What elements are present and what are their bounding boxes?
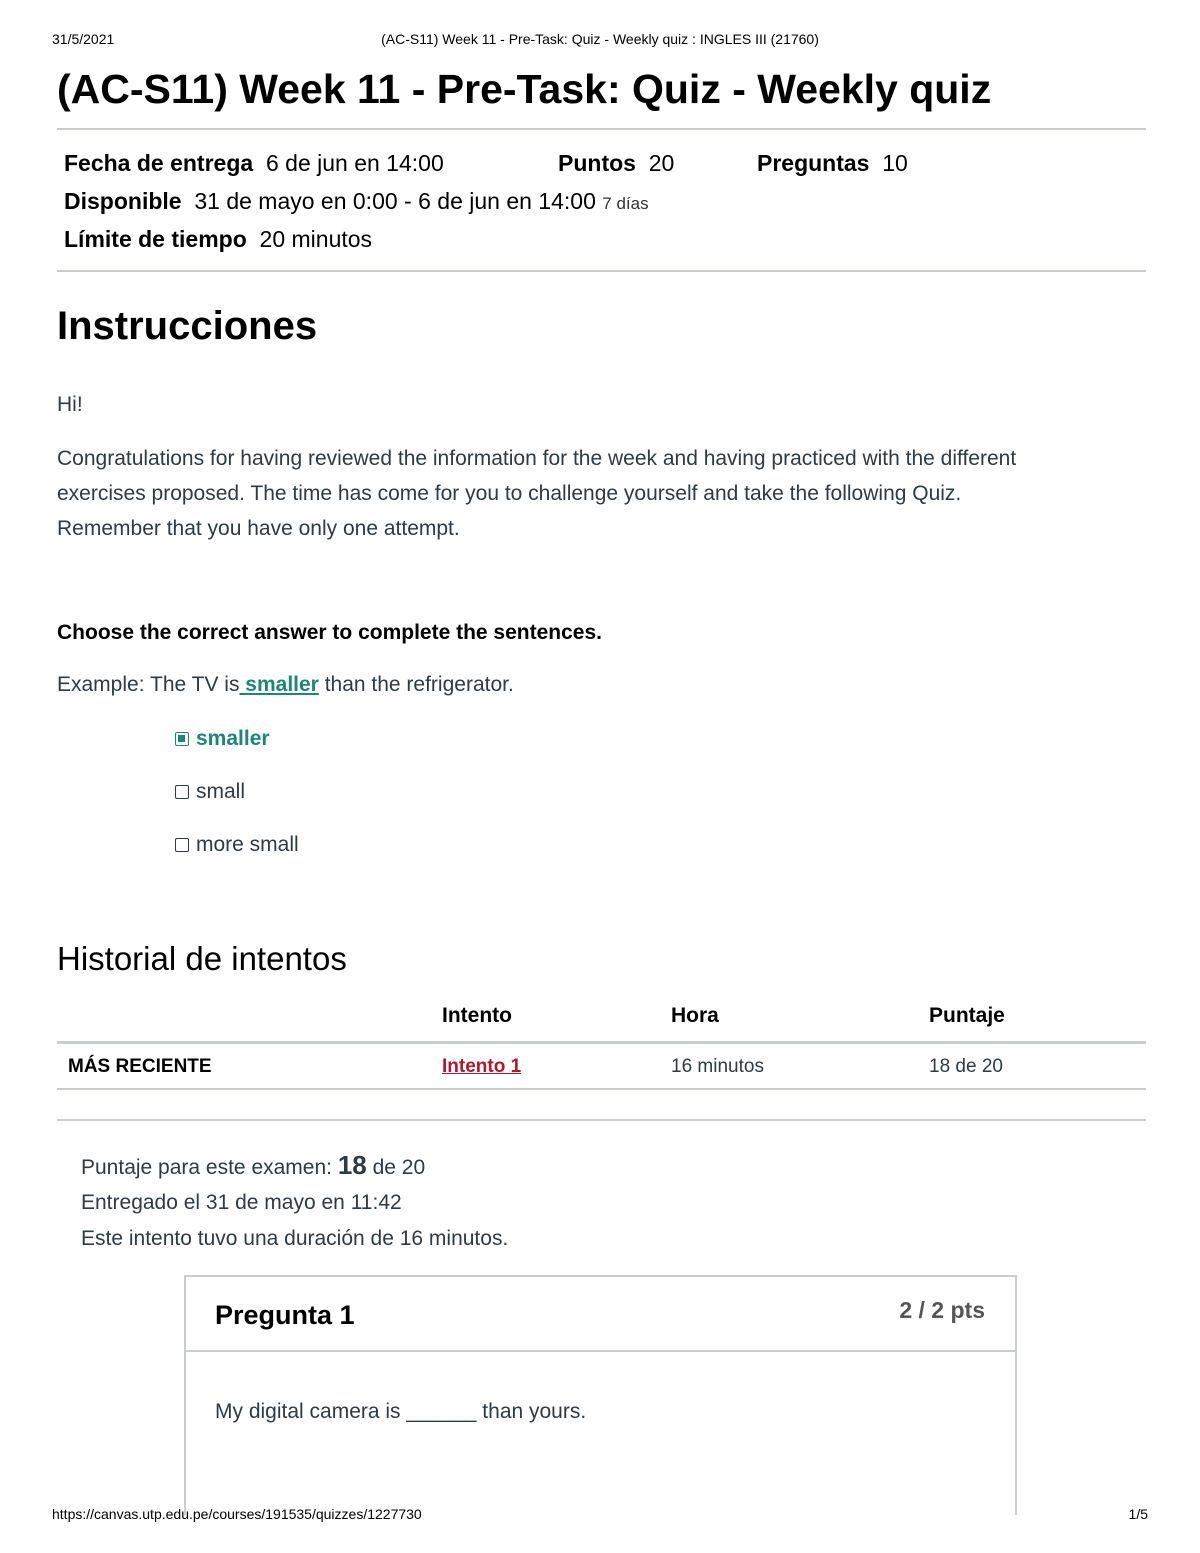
checked-box-icon: [175, 732, 189, 746]
column-header: Hora: [671, 1004, 719, 1027]
score-prefix: Puntaje para este examen:: [81, 1156, 332, 1179]
question-text: My digital camera is ______ than yours.: [215, 1400, 587, 1423]
intro-line-3: Remember that you have only one attempt.: [57, 517, 460, 540]
points-label: Puntos: [558, 150, 636, 176]
availability: [64, 188, 649, 215]
points: [558, 150, 674, 177]
print-url: https://canvas.utp.edu.pe/courses/191535/quizzes/1227730: [52, 1506, 422, 1522]
divider: [57, 270, 1146, 272]
divider: [57, 1119, 1146, 1121]
question-title: Pregunta 1: [215, 1300, 355, 1330]
time-limit-value: 20 minutos: [259, 226, 373, 252]
choose-instruction: Choose the correct answer to complete the sentences.: [57, 621, 602, 644]
attempt-score: 18 de 20: [929, 1056, 1003, 1077]
questions-label: Preguntas: [757, 150, 870, 176]
submitted-at: Entregado el 31 de mayo en 11:42: [81, 1191, 402, 1214]
time-limit: [64, 226, 372, 253]
option-label: smaller: [196, 727, 270, 750]
option-label: more small: [196, 833, 299, 856]
due-date: [64, 150, 444, 177]
header-divider: [57, 1041, 1146, 1044]
example-answer: smaller: [239, 673, 319, 696]
due-value: 6 de jun en 14:00: [265, 150, 444, 176]
example-prefix: Example: The TV is: [57, 673, 240, 696]
print-page-number: 1/5: [1128, 1506, 1148, 1522]
example-sentence: [57, 673, 514, 697]
row-divider: [57, 1088, 1146, 1090]
question-header: [186, 1277, 1015, 1352]
exam-score: [81, 1150, 425, 1181]
quiz-title: (AC-S11) Week 11 - Pre-Task: Quiz - Weekly quiz: [57, 66, 992, 112]
example-option: [175, 780, 245, 804]
print-header: [52, 31, 1148, 47]
empty-box-icon: [175, 785, 189, 799]
attempt-link[interactable]: Intento 1: [442, 1056, 522, 1077]
print-date: 31/5/2021: [52, 31, 115, 47]
example-option: [175, 833, 299, 857]
intro-line-2: exercises proposed. The time has come for you to challenge yourself and take the following Quiz.: [57, 482, 962, 505]
greeting: Hi!: [57, 393, 83, 416]
history-heading: Historial de intentos: [57, 940, 347, 977]
attempt-time: 16 minutos: [671, 1056, 764, 1077]
print-footer: [52, 1506, 1148, 1522]
available-days: 7 días: [602, 194, 649, 213]
row-label: MÁS RECIENTE: [68, 1056, 212, 1077]
score-value: 18: [337, 1150, 367, 1180]
instructions-heading: Instrucciones: [57, 304, 318, 348]
question-card: [184, 1275, 1017, 1515]
example-option-selected: [175, 727, 270, 751]
questions: [757, 150, 908, 177]
example-suffix: than the refrigerator.: [318, 673, 514, 696]
time-limit-label: Límite de tiempo: [64, 226, 247, 252]
points-value: 20: [648, 150, 675, 176]
available-label: Disponible: [64, 188, 182, 214]
available-value: 31 de mayo en 0:00 - 6 de jun en 14:00: [194, 188, 596, 214]
column-header: Intento: [442, 1004, 512, 1027]
question-points: 2 / 2 pts: [899, 1297, 985, 1323]
questions-value: 10: [882, 150, 908, 176]
intro-line-1: Congratulations for having reviewed the information for the week and having practiced with the different: [57, 447, 1017, 470]
option-label: small: [196, 780, 246, 803]
due-label: Fecha de entrega: [64, 150, 254, 176]
divider: [57, 128, 1146, 130]
score-suffix: de 20: [372, 1156, 426, 1179]
column-header: Puntaje: [929, 1004, 1005, 1027]
empty-box-icon: [175, 838, 189, 852]
attempt-duration: Este intento tuvo una duración de 16 minutos.: [81, 1227, 509, 1250]
print-doc-title: (AC-S11) Week 11 - Pre-Task: Quiz - Weekly quiz : INGLES III (21760): [381, 31, 819, 47]
